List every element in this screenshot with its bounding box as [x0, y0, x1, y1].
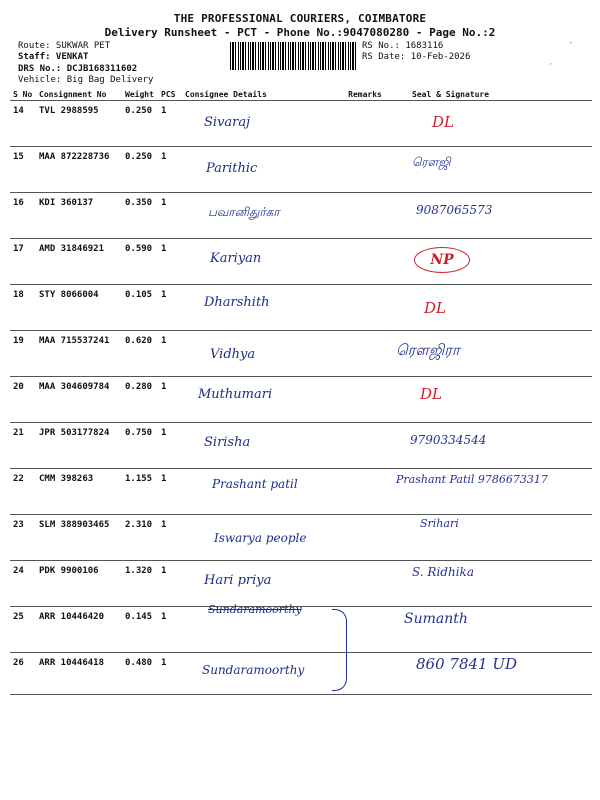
col-consignment: Consignment No	[36, 88, 122, 101]
cell-signature	[394, 653, 592, 695]
cell-pcs: 1	[158, 653, 182, 695]
cell-signature	[394, 285, 592, 331]
cell-remarks	[336, 469, 394, 515]
consignee-handwriting: Dharshith	[204, 295, 270, 310]
cell-pcs: 1	[158, 469, 182, 515]
cell-weight: 0.250	[122, 101, 158, 147]
cell-consignee	[182, 193, 336, 239]
cell-weight: 1.320	[122, 561, 158, 607]
consignee-handwriting: Sundaramoorthy	[202, 663, 305, 677]
cell-remarks	[336, 331, 394, 377]
consignee-handwriting: Kariyan	[210, 251, 262, 266]
cell-sno: 23	[10, 515, 36, 561]
cell-pcs: 1	[158, 239, 182, 285]
pen-mark: -	[568, 38, 574, 48]
drs-number: DRS No.: DCJB168311602	[18, 64, 138, 74]
col-consignee: Consignee Details	[182, 88, 336, 101]
cell-signature	[394, 561, 592, 607]
cell-consignment: ARR 10446420	[36, 607, 122, 653]
cell-sno: 20	[10, 377, 36, 423]
cell-remarks	[336, 147, 394, 193]
cell-consignee	[182, 423, 336, 469]
table-row	[10, 239, 592, 285]
cell-sno: 18	[10, 285, 36, 331]
cell-remarks	[336, 285, 394, 331]
consignee-handwriting: பவானிதுர்கா	[208, 205, 280, 219]
signature-handwriting: DL	[420, 385, 442, 403]
cell-remarks	[336, 193, 394, 239]
cell-weight: 0.105	[122, 285, 158, 331]
signature-handwriting: 860 7841 UD	[416, 655, 518, 673]
company-title: THE PROFESSIONAL COURIERS, COIMBATORE	[173, 12, 427, 25]
cell-consignee	[182, 239, 336, 285]
cell-signature	[394, 515, 592, 561]
cell-remarks	[336, 101, 394, 147]
cell-remarks	[336, 607, 394, 653]
col-remarks: Remarks	[336, 88, 394, 101]
cell-weight: 0.480	[122, 653, 158, 695]
cell-pcs: 1	[158, 423, 182, 469]
table-row	[10, 147, 592, 193]
route-text: Route: SUKWAR PET	[18, 41, 111, 51]
barcode-image	[230, 42, 358, 70]
consignee-handwriting: Parithic	[206, 161, 258, 176]
signature-handwriting: Sumanth	[404, 611, 468, 627]
cell-weight: 2.310	[122, 515, 158, 561]
cell-weight: 0.250	[122, 147, 158, 193]
cell-consignment: TVL 2988595	[36, 101, 122, 147]
cell-signature	[394, 607, 592, 653]
col-weight: Weight	[122, 88, 158, 101]
signature-handwriting: 9087065573	[416, 203, 493, 217]
cell-weight: 0.590	[122, 239, 158, 285]
signature-handwriting: Srihari	[420, 517, 459, 530]
consignee-handwriting: Hari priya	[204, 573, 272, 588]
cell-signature	[394, 331, 592, 377]
table-row	[10, 423, 592, 469]
cell-remarks	[336, 377, 394, 423]
signature-handwriting: DL	[432, 113, 454, 131]
cell-consignment: STY 8066004	[36, 285, 122, 331]
col-signature: Seal & Signature	[394, 88, 592, 101]
cell-weight: 0.145	[122, 607, 158, 653]
cell-signature	[394, 423, 592, 469]
cell-sno: 16	[10, 193, 36, 239]
consignee-handwriting: Iswarya people	[214, 531, 307, 545]
cell-consignment: SLM 388903465	[36, 515, 122, 561]
cell-consignee	[182, 515, 336, 561]
consignee-handwriting: Sivaraj	[204, 115, 251, 130]
cell-sno: 19	[10, 331, 36, 377]
cell-weight: 1.155	[122, 469, 158, 515]
table-row	[10, 377, 592, 423]
cell-sno: 25	[10, 607, 36, 653]
cell-signature	[394, 377, 592, 423]
cell-pcs: 1	[158, 193, 182, 239]
signature-handwriting: 9790334544	[410, 433, 487, 447]
signature-handwriting: S. Ridhika	[412, 565, 474, 579]
cell-consignee	[182, 331, 336, 377]
cell-signature	[394, 469, 592, 515]
cell-remarks	[336, 515, 394, 561]
table-row	[10, 653, 592, 695]
cell-consignee	[182, 285, 336, 331]
cell-pcs: 1	[158, 377, 182, 423]
table-row	[10, 561, 592, 607]
cell-consignment: MAA 872228736	[36, 147, 122, 193]
runsheet-subtitle: Delivery Runsheet - PCT - Phone No.:9047080280 - Page No.:2	[104, 26, 496, 39]
consignee-handwriting: Vidhya	[210, 347, 256, 362]
cell-pcs: 1	[158, 561, 182, 607]
cell-consignee	[182, 147, 336, 193]
cell-sno: 26	[10, 653, 36, 695]
cell-consignment: MAA 304609784	[36, 377, 122, 423]
cell-sno: 22	[10, 469, 36, 515]
cell-sno: 17	[10, 239, 36, 285]
cell-pcs: 1	[158, 285, 182, 331]
cell-pcs: 1	[158, 331, 182, 377]
table-row	[10, 607, 592, 653]
cell-sno: 21	[10, 423, 36, 469]
cell-consignment: ARR 10446418	[36, 653, 122, 695]
rs-date: RS Date: 10-Feb-2026	[362, 52, 471, 62]
cell-sno: 24	[10, 561, 36, 607]
cell-weight: 0.280	[122, 377, 158, 423]
table-row	[10, 331, 592, 377]
cell-remarks	[336, 423, 394, 469]
vehicle-text: Vehicle: Big Bag Delivery	[18, 75, 154, 85]
cell-remarks	[336, 561, 394, 607]
consignee-handwriting: Sundaramoorthy	[208, 603, 302, 616]
cell-consignee	[182, 101, 336, 147]
cell-sno: 15	[10, 147, 36, 193]
cell-signature	[394, 193, 592, 239]
cell-weight: 0.620	[122, 331, 158, 377]
cell-consignment: KDI 360137	[36, 193, 122, 239]
cell-pcs: 1	[158, 515, 182, 561]
cell-signature	[394, 101, 592, 147]
cell-consignment: JPR 503177824	[36, 423, 122, 469]
signature-handwriting: Prashant Patil 9786673317	[396, 473, 548, 486]
cell-pcs: 1	[158, 607, 182, 653]
cell-consignment: AMD 31846921	[36, 239, 122, 285]
cell-consignee	[182, 561, 336, 607]
rs-number: RS No.: 1683116	[362, 41, 444, 51]
consignee-handwriting: Prashant patil	[212, 477, 298, 491]
cell-pcs: 1	[158, 101, 182, 147]
signature-handwriting: ரௌஜி	[412, 155, 451, 169]
pen-mark: ·	[548, 60, 554, 70]
consignee-handwriting: Muthumari	[198, 387, 273, 402]
cell-weight: 0.350	[122, 193, 158, 239]
table-row	[10, 193, 592, 239]
cell-consignee	[182, 603, 336, 653]
table-row	[10, 515, 592, 561]
cell-consignment: CMM 398263	[36, 469, 122, 515]
table-header-row	[10, 88, 592, 101]
consignee-handwriting: Sirisha	[204, 435, 251, 450]
cell-consignee	[182, 377, 336, 423]
table-row	[10, 285, 592, 331]
runsheet-table	[10, 88, 592, 695]
col-pcs: PCS	[158, 88, 182, 101]
cell-pcs: 1	[158, 147, 182, 193]
staff-text: Staff: VENKAT	[18, 52, 89, 62]
table-row	[10, 469, 592, 515]
table-row	[10, 101, 592, 147]
cell-sno: 14	[10, 101, 36, 147]
cell-remarks	[336, 239, 394, 285]
cell-remarks	[336, 653, 394, 695]
cell-consignee	[182, 469, 336, 515]
cell-consignee	[182, 653, 336, 695]
cell-weight: 0.750	[122, 423, 158, 469]
not-present-stamp: NP	[414, 247, 470, 273]
cell-consignment: PDK 9900106	[36, 561, 122, 607]
signature-handwriting: ரௌஜிரா	[396, 341, 460, 359]
signature-handwriting: DL	[424, 299, 446, 317]
cell-consignment: MAA 715537241	[36, 331, 122, 377]
col-sno: S No	[10, 88, 36, 101]
cell-signature	[394, 147, 592, 193]
cell-signature	[394, 239, 592, 285]
